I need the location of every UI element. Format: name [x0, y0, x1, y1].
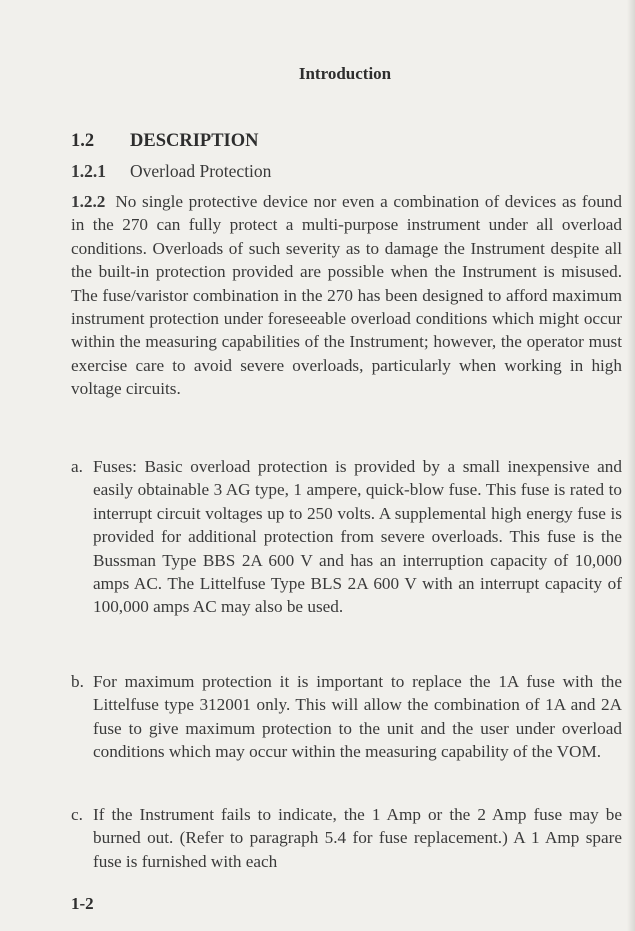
paragraph-number: 1.2.2 — [71, 192, 106, 211]
list-item-a — [71, 455, 622, 619]
subsection-heading — [71, 161, 271, 182]
list-item-c — [71, 803, 622, 873]
section-number: 1.2 — [71, 131, 95, 151]
subsection-number: 1.2.1 — [71, 161, 106, 181]
page-edge-shadow — [627, 0, 635, 931]
list-marker: b. — [71, 672, 84, 691]
list-marker: a. — [71, 457, 83, 476]
paragraph-1-2-2 — [71, 190, 622, 401]
subsection-title: Overload Protection — [130, 161, 272, 181]
section-heading — [71, 131, 259, 152]
paragraph-text: No single protective device nor even a combination of devices as found in the 270 can fully protect a multi-purpose instrument under all overload conditions. Overloads of such severity as to damage the Instrument despite all the built-in protection provided are possible when the Instrument is misused. The fuse/varistor combination in the 270 has been designed to afford maximum instrument protection under foreseeable overload conditions which might occur within the measuring capabilities of the Instrument; however, the operator must exercise care to avoid severe overloads, particularly when working in high voltage circuits. — [71, 192, 622, 399]
list-item-text: Fuses: Basic overload protection is provided by a small inexpensive and easily obtainable 3 AG type, 1 ampere, quick-blow fuse. This fuse is rated to interrupt circuit voltages up to 250 volts. A supplemental high energy fuse is provided for additional protection from severe overloads. This fuse is the Bussman Type BBS 2A 600 V and has an interruption capacity of 10,000 amps AC. The Littelfuse Type BLS 2A 600 V with an interrupt capacity of 100,000 amps AC may also be used. — [93, 457, 622, 617]
page-header: Introduction — [298, 64, 392, 83]
list-item-b — [71, 670, 622, 764]
list-item-text: For maximum protection it is important to replace the 1A fuse with the Littelfuse type 312001 only. This will allow the combination of 1A and 2A fuse to give maximum protection to the unit and the user under overload conditions which may occur within the measuring capability of the VOM. — [93, 672, 622, 762]
list-item-text: If the Instrument fails to indicate, the 1 Amp or the 2 Amp fuse may be burned out. (Refer to paragraph 5.4 for fuse replacement.) A 1 Amp spare fuse is furnished with each — [93, 805, 622, 871]
section-title: DESCRIPTION — [130, 131, 259, 151]
list-marker: c. — [71, 805, 83, 824]
page-number: 1-2 — [71, 894, 94, 913]
